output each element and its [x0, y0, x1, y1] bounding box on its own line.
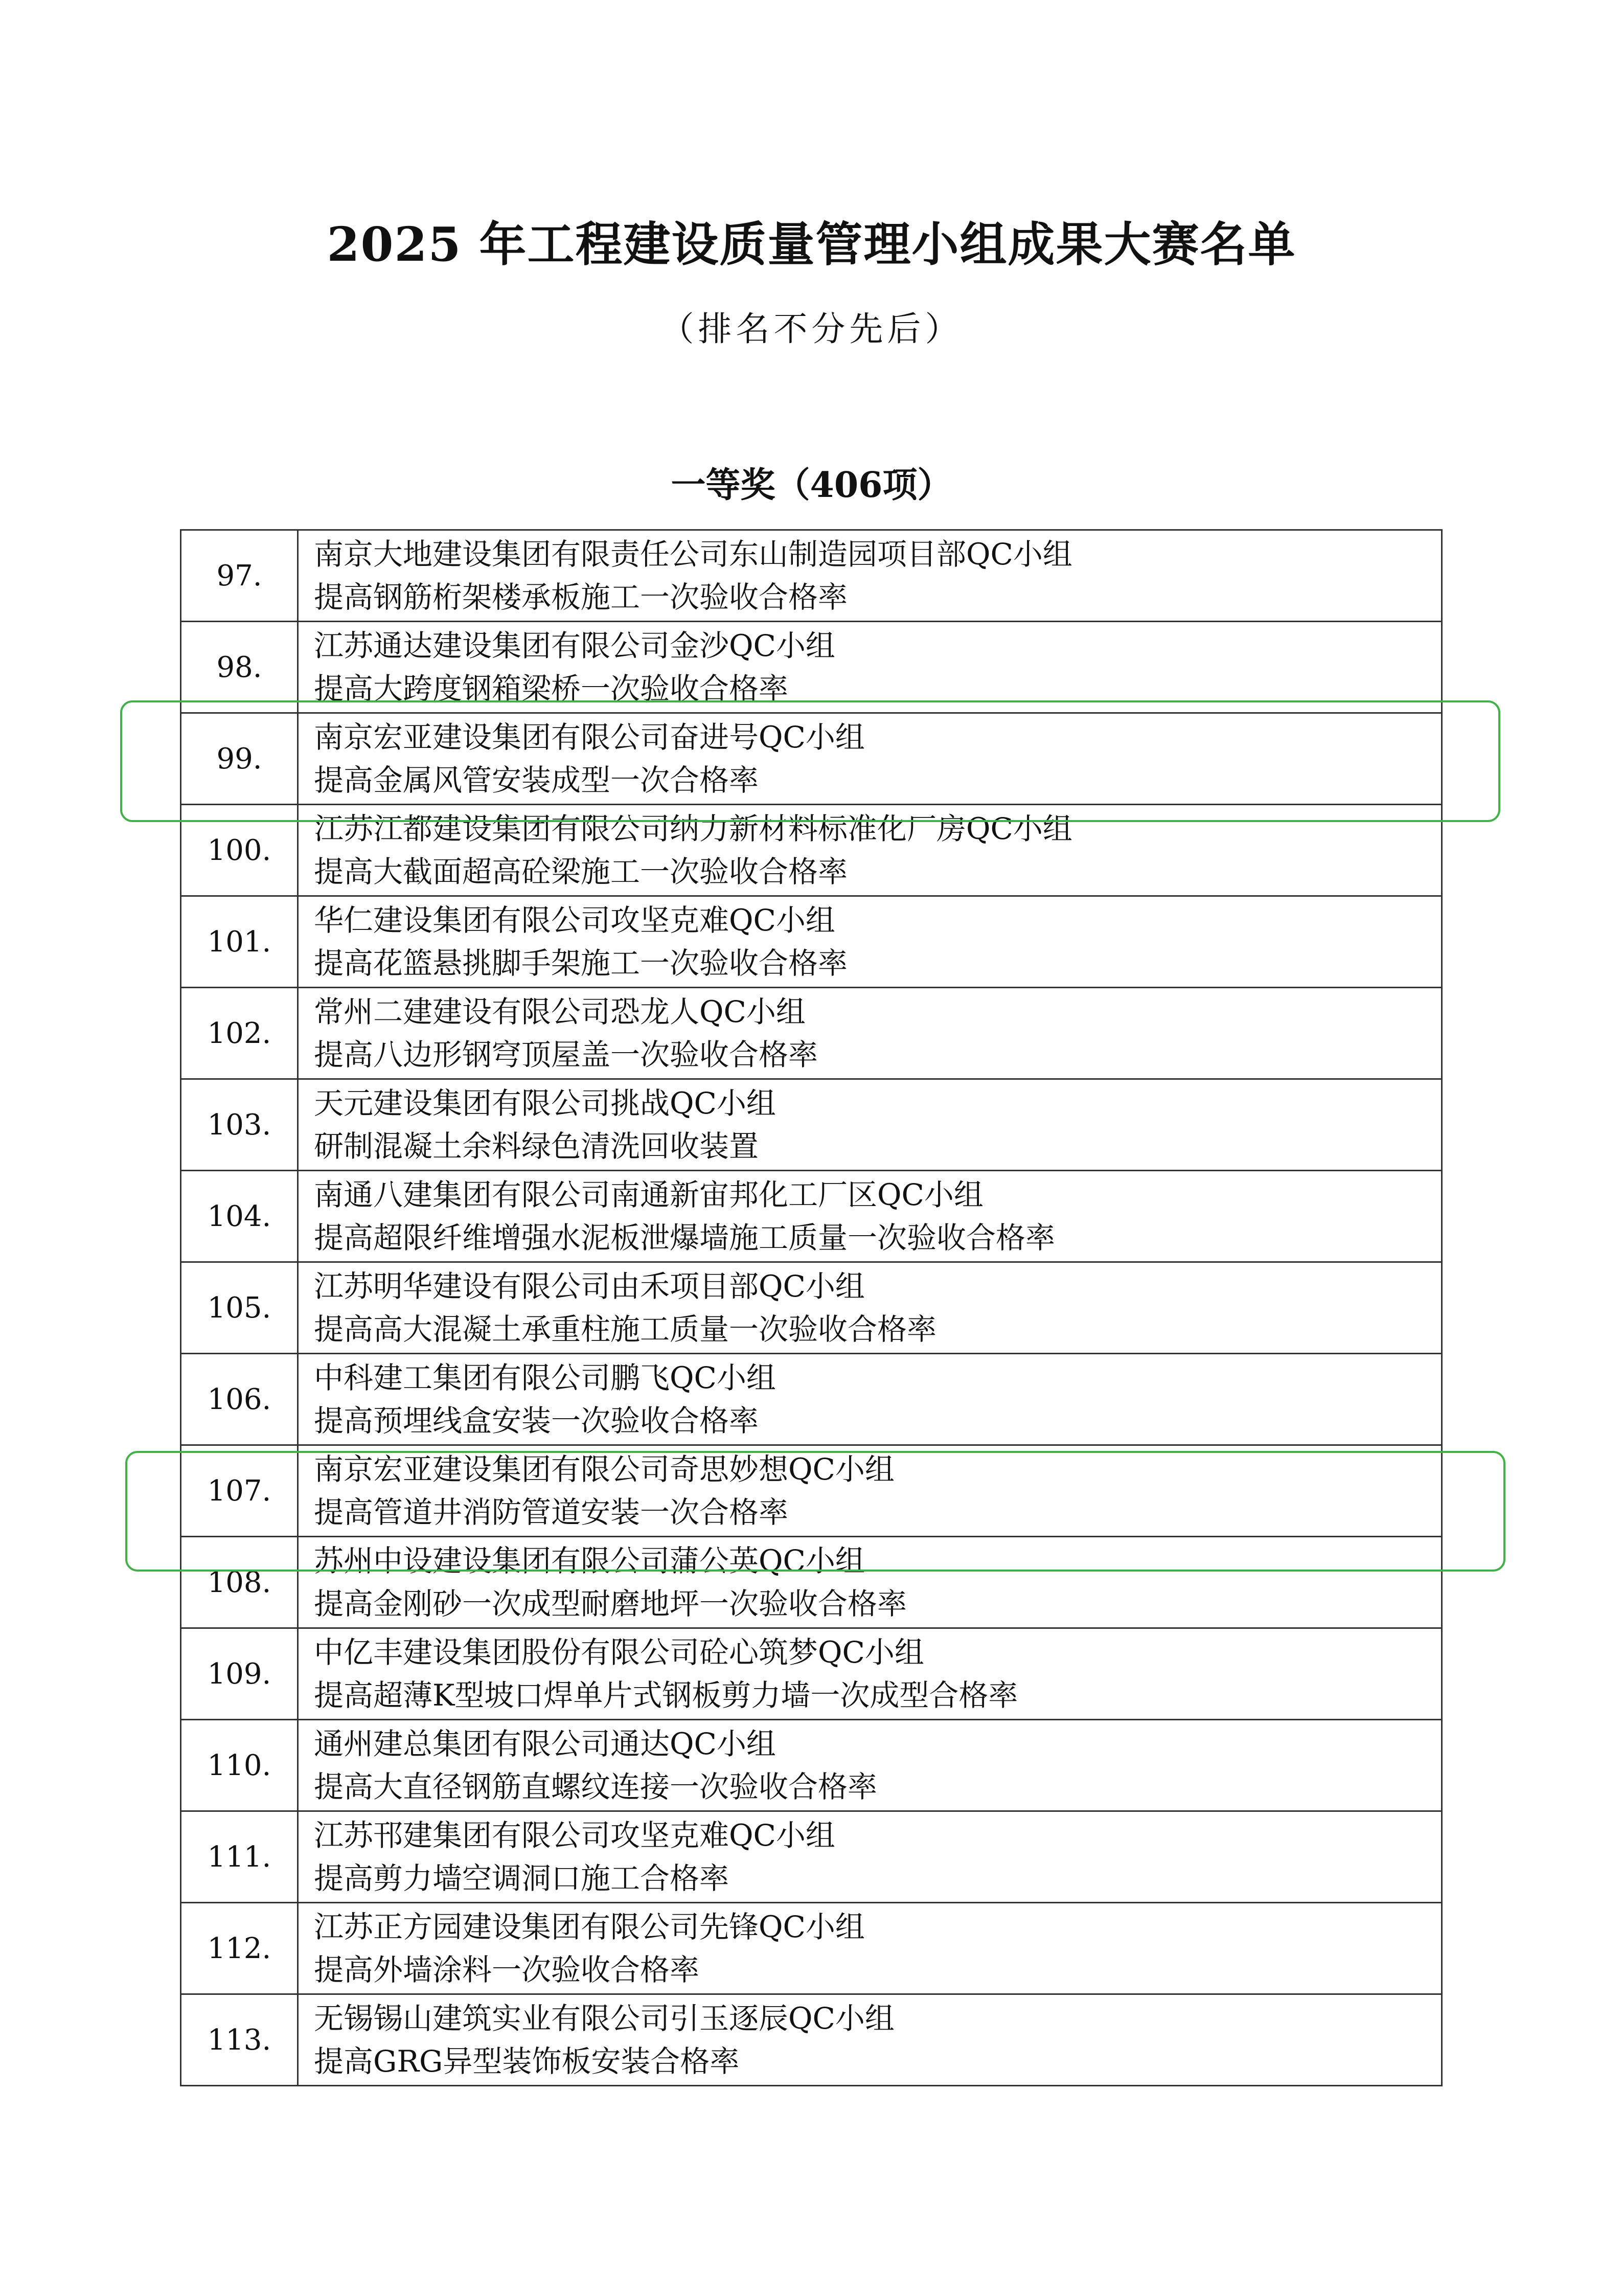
table-row — [181, 1994, 1442, 2086]
entry-org: 南京大地建设集团有限责任公司东山制造园项目部QC小组 — [314, 537, 1072, 572]
entry-details — [298, 1628, 1442, 1720]
entry-number: 104. — [181, 1171, 298, 1262]
entry-topic: 提高外墙涂料一次验收合格率 — [314, 1952, 700, 1987]
entry-topic: 提高超薄K型坡口焊单片式钢板剪力墙一次成型合格率 — [314, 1678, 1018, 1713]
entry-details — [298, 1720, 1442, 1811]
entry-details — [298, 1903, 1442, 1994]
table-row — [181, 622, 1442, 713]
entry-number: 98. — [181, 622, 298, 713]
award-list-table — [180, 529, 1443, 2086]
entry-details — [298, 713, 1442, 805]
entry-org: 南京宏亚建设集团有限公司奋进号QC小组 — [314, 720, 865, 755]
entry-number: 103. — [181, 1079, 298, 1171]
entry-org: 江苏江都建设集团有限公司纳力新材料标准化厂房QC小组 — [314, 811, 1072, 846]
entry-topic: 提高八边形钢穹顶屋盖一次验收合格率 — [314, 1037, 818, 1072]
entry-number: 99. — [181, 713, 298, 805]
entry-org: 江苏邗建集团有限公司攻坚克难QC小组 — [314, 1818, 835, 1853]
entry-org: 江苏通达建设集团有限公司金沙QC小组 — [314, 628, 835, 663]
entry-number: 109. — [181, 1628, 298, 1720]
entry-topic: 提高大跨度钢箱梁桥一次验收合格率 — [314, 671, 789, 706]
section-heading: 一等奖（406项） — [671, 465, 952, 506]
entry-org: 天元建设集团有限公司挑战QC小组 — [314, 1086, 776, 1121]
table-row — [181, 1262, 1442, 1354]
entry-topic: 提高花篮悬挑脚手架施工一次验收合格率 — [314, 946, 848, 981]
entry-org: 中亿丰建设集团股份有限公司砼心筑梦QC小组 — [314, 1635, 924, 1670]
entry-details — [298, 1262, 1442, 1354]
table-row — [181, 1354, 1442, 1445]
table-row — [181, 530, 1442, 622]
entry-details — [298, 1079, 1442, 1171]
entry-org: 常州二建建设有限公司恐龙人QC小组 — [314, 994, 806, 1029]
entry-number: 105. — [181, 1262, 298, 1354]
entry-org: 南京宏亚建设集团有限公司奇思妙想QC小组 — [314, 1452, 895, 1487]
entry-topic: 提高管道井消防管道安装一次合格率 — [314, 1495, 789, 1530]
table-row — [181, 1811, 1442, 1903]
entry-topic: 提高超限纤维增强水泥板泄爆墙施工质量一次验收合格率 — [314, 1220, 1056, 1255]
table-row — [181, 713, 1442, 805]
entry-number: 112. — [181, 1903, 298, 1994]
entry-org: 华仁建设集团有限公司攻坚克难QC小组 — [314, 903, 835, 938]
entry-details — [298, 622, 1442, 713]
entry-topic: 提高钢筋桁架楼承板施工一次验收合格率 — [314, 580, 848, 615]
entry-number: 113. — [181, 1994, 298, 2086]
entry-details — [298, 1994, 1442, 2086]
table-row — [181, 1903, 1442, 1994]
entry-topic: 提高大直径钢筋直螺纹连接一次验收合格率 — [314, 1769, 878, 1804]
table-row — [181, 1537, 1442, 1628]
table-row — [181, 988, 1442, 1079]
entry-details — [298, 1445, 1442, 1537]
entry-details — [298, 805, 1442, 896]
entry-org: 江苏正方园建设集团有限公司先锋QC小组 — [314, 1909, 865, 1944]
entry-org: 江苏明华建设有限公司由禾项目部QC小组 — [314, 1269, 865, 1304]
entry-details — [298, 530, 1442, 622]
entry-number: 97. — [181, 530, 298, 622]
entry-org: 中科建工集团有限公司鹏飞QC小组 — [314, 1360, 776, 1395]
table-row — [181, 1171, 1442, 1262]
entry-topic: 提高金刚砂一次成型耐磨地坪一次验收合格率 — [314, 1586, 907, 1621]
table-row — [181, 896, 1442, 988]
entry-org: 苏州中设建设集团有限公司蒲公英QC小组 — [314, 1543, 865, 1578]
entry-topic: 提高GRG异型装饰板安装合格率 — [314, 2044, 740, 2079]
table-row — [181, 805, 1442, 896]
entry-details — [298, 1537, 1442, 1628]
entry-topic: 研制混凝土余料绿色清洗回收装置 — [314, 1129, 759, 1164]
entry-number: 100. — [181, 805, 298, 896]
table-row — [181, 1445, 1442, 1537]
entry-number: 108. — [181, 1537, 298, 1628]
entry-details — [298, 896, 1442, 988]
table-row — [181, 1079, 1442, 1171]
table-row — [181, 1720, 1442, 1811]
page-subtitle: （排名不分先后） — [660, 309, 963, 349]
entry-details — [298, 1171, 1442, 1262]
entry-org: 通州建总集团有限公司通达QC小组 — [314, 1726, 776, 1761]
entry-topic: 提高金属风管安装成型一次合格率 — [314, 763, 759, 798]
entry-topic: 提高高大混凝土承重柱施工质量一次验收合格率 — [314, 1312, 937, 1347]
entry-number: 102. — [181, 988, 298, 1079]
entry-details — [298, 1354, 1442, 1445]
entry-number: 101. — [181, 896, 298, 988]
page-title: 2025 年工程建设质量管理小组成果大赛名单 — [327, 217, 1296, 272]
entry-number: 111. — [181, 1811, 298, 1903]
entry-details — [298, 988, 1442, 1079]
entry-number: 107. — [181, 1445, 298, 1537]
entry-number: 110. — [181, 1720, 298, 1811]
entry-topic: 提高预埋线盒安装一次验收合格率 — [314, 1403, 759, 1438]
entry-details — [298, 1811, 1442, 1903]
entry-org: 南通八建集团有限公司南通新宙邦化工厂区QC小组 — [314, 1177, 984, 1212]
entry-topic: 提高剪力墙空调洞口施工合格率 — [314, 1861, 729, 1896]
entry-org: 无锡锡山建筑实业有限公司引玉逐辰QC小组 — [314, 2001, 895, 2036]
entry-number: 106. — [181, 1354, 298, 1445]
entry-topic: 提高大截面超高砼梁施工一次验收合格率 — [314, 854, 848, 889]
table-row — [181, 1628, 1442, 1720]
